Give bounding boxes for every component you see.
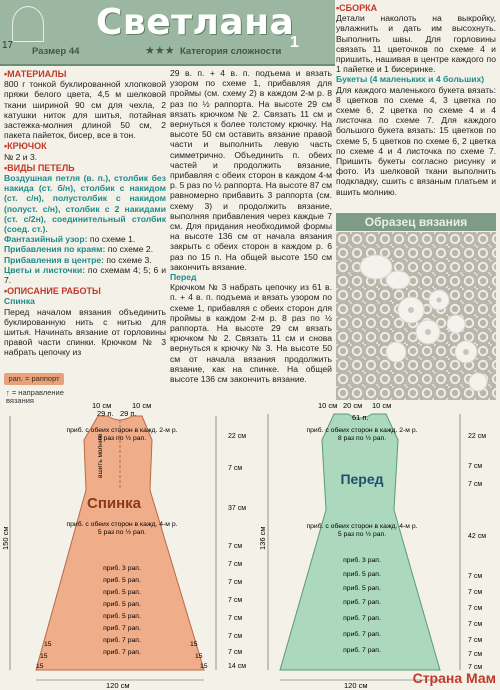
front-bottom-width: 120 см xyxy=(344,681,368,690)
back-row-1: приб. 3 рап. xyxy=(103,565,141,572)
front-label: Перед xyxy=(340,471,384,487)
front-dim-7: 7 см xyxy=(468,605,483,612)
back-close-5: 15 xyxy=(195,653,203,660)
assembly-text: Детали наколоть на выкройку, увлажнить и дать им высохнуть. Выполнить швы. Для горловины связать 11 цветочков по схеме 4 и пришить, нашивая в центре каждого по 1 пайетке и 1 бисеринке. xyxy=(336,13,496,75)
back-row-8: приб. 7 рап. xyxy=(103,649,141,656)
pattern-diagrams xyxy=(0,370,500,690)
text-column-2 xyxy=(170,68,332,384)
front-top-inc-1: приб. с обеих сторон в кажд. 2-м р. xyxy=(306,427,418,434)
front-row-5: приб. 7 рап. xyxy=(343,615,381,622)
back-diagram xyxy=(1,401,246,690)
back-row-4: приб. 5 рап. xyxy=(103,601,141,608)
back-close-4: 15 xyxy=(190,641,198,648)
back-row-2: приб. 5 рап. xyxy=(103,577,141,584)
front-top-width-3: 10 см xyxy=(372,401,392,410)
back-dim-3: 37 см xyxy=(228,505,247,512)
back-top-inc-2: 8 раз по ½ рап. xyxy=(97,435,147,442)
stitches-heading: •ВИДЫ ПЕТЕЛЬ xyxy=(4,162,75,173)
front-row-6: приб. 7 рап. xyxy=(343,631,381,638)
back-label: Спинка xyxy=(86,495,142,512)
page-number: 17 xyxy=(2,40,14,51)
back-dim-9: 7 см xyxy=(228,633,243,640)
back-top-width-2: 10 см xyxy=(132,401,152,410)
back-top-inc-1: приб. с обеих сторон в кажд. 2-м р. xyxy=(66,427,178,434)
back-dim-1: 22 см xyxy=(228,433,247,440)
center-inc-label: Прибавления в центре: xyxy=(4,254,104,265)
back-zipper: вшить молнию xyxy=(97,433,104,478)
front-side-inc-1: приб. с обеих сторон в кажд. 4-м р. xyxy=(306,523,418,530)
back-dim-6: 7 см xyxy=(228,579,243,586)
back-row-7: приб. 7 рап. xyxy=(103,637,141,644)
back-side-inc-2: 5 раз по ½ рап. xyxy=(97,529,147,536)
difficulty-level: 1 xyxy=(290,34,299,51)
front-dim-5: 7 см xyxy=(468,573,483,580)
text-column-3 xyxy=(336,2,496,197)
front-side-inc-2: 5 раз по ½ рап. xyxy=(337,531,387,538)
back-close-2: 15 xyxy=(40,653,48,660)
front-top-inc-2: 8 раз по ½ рап. xyxy=(337,435,387,442)
front-dim-4: 42 см xyxy=(468,533,487,540)
front-row-4: приб. 7 рап. xyxy=(343,599,381,606)
pattern-value: по схеме 1. xyxy=(87,234,136,245)
back-side-inc-1: приб. с обеих сторон в кажд. 4-м р. xyxy=(66,521,178,528)
front-dim-6: 7 см xyxy=(468,589,483,596)
front-row-3: приб. 5 рап. xyxy=(343,585,381,592)
bouquets-text: Для каждого маленького букета вязать: 8 цветков по схеме 4, 3 цветка по схеме 6, 2 цветка по схеме 4 и 4 листочка по схеме 7. Для каждого большого букета вязать: 15 цветков по схеме 5, 5 цветков по схеме 6, 2 цветка по схеме 4 и 4 листочка по схеме 7. Пришить букеты согласно рисунку и фото. Из шелковой ткани выполнить подкладку, сшить с вязаным платьем и вшить молнию. xyxy=(336,84,496,197)
front-top-width-2: 20 см xyxy=(343,401,363,410)
assembly-heading: •СБОРКА xyxy=(336,3,378,13)
edge-inc-label: Прибавления по краям: xyxy=(4,244,106,255)
front-row-2: приб. 5 рап. xyxy=(343,571,381,578)
difficulty-label: Категория сложности xyxy=(180,46,282,57)
page-header xyxy=(0,0,335,66)
back-bottom-width: 120 см xyxy=(106,681,130,690)
pattern-label: Фантазийный узор: xyxy=(4,234,88,245)
hook-heading: •КРЮЧОК xyxy=(4,141,47,152)
front-dim-1: 22 см xyxy=(468,433,487,440)
front-dim-9: 7 см xyxy=(468,637,483,644)
front-dim-8: 7 см xyxy=(468,621,483,628)
back-close-1: 15 xyxy=(44,641,52,648)
front-dim-11: 7 см xyxy=(468,664,483,671)
center-inc-value: по схеме 3. xyxy=(104,254,152,265)
back-row-6: приб. 7 рап. xyxy=(103,625,141,632)
front-total-height: 136 см xyxy=(258,526,267,550)
materials-text: 800 г тонкой буклированной хлопковой пряжи белого цвета, 4,5 м шелковой ткани шириной 90 см для чехла, 2 катушки ниток для шитья, потайная застежка-молния длиной 50 см, 2 пакета пайеток, бисер, все в тон. xyxy=(4,79,166,141)
back-neck-1: 29 п. xyxy=(97,409,114,418)
front-top-width-1: 10 см xyxy=(318,401,338,410)
back-close-6: 15 xyxy=(200,663,208,670)
back-heading: Спинка xyxy=(4,296,35,307)
bouquets-heading: Букеты (4 маленьких и 4 больших) xyxy=(336,74,485,85)
back-dim-2: 7 см xyxy=(228,465,243,472)
flowers-value: по схемам 4; 5; 6 и 7. xyxy=(4,264,166,286)
front-dim-2: 7 см xyxy=(468,463,483,470)
back-dim-4: 7 см xyxy=(228,543,243,550)
stitches-list: Воздушная петля (в. п.), столбик без накида (ст. б/н), столбик с накидом (ст. с/н), полустолбик с накидом (полуст. с/н), столбик с 2 накидами (ст. с/2н), соединительный столбик (соед. ст.). xyxy=(4,173,166,235)
hook-text: № 2 и 3. xyxy=(4,151,38,162)
difficulty-stars: ★★★ xyxy=(145,45,175,57)
back-row-5: приб. 5 рап. xyxy=(103,613,141,620)
front-text: Крючком № 3 набрать цепочку из 61 в. п. + 4 в. п. подъема и вязать узором по схеме 1, прибавляя с обеих сторон для проймы в каждом 2-м р. 8 раз по ½ раппорта. На высоте 29 см вязать крючком № 2. Связать 11 см и снова вернуться к крючку № 3. На высоте 50 см от начала вязания продолжить вязание, как на спинке. На общей высоте 136 см закончить вязание. xyxy=(170,282,332,385)
size-label: Размер 44 xyxy=(32,46,80,57)
back-top-width-1: 10 см xyxy=(92,401,112,410)
back-close-3: 15 xyxy=(36,663,44,670)
front-row-1: приб. 3 рап. xyxy=(343,557,381,564)
front-heading: Перед xyxy=(170,272,197,283)
back-dim-8: 7 см xyxy=(228,615,243,622)
back-dim-11: 14 см xyxy=(228,663,247,670)
page-title: Светлана xyxy=(96,2,295,43)
front-dim-3: 7 см xyxy=(468,481,483,488)
back-total-height: 150 см xyxy=(1,526,10,550)
direction-legend: ↑ = направление вязания xyxy=(6,388,64,405)
front-row-7: приб. 7 рап. xyxy=(343,647,381,654)
back-dim-7: 7 см xyxy=(228,597,243,604)
back-dim-5: 7 см xyxy=(228,561,243,568)
site-watermark: Страна Мам xyxy=(412,670,496,686)
back-text-cont: 29 в. п. + 4 в. п. подъема и вязать узором по схеме 1, прибавляя для проймы (см. схему 2) в каждом 2-м р. 8 раз по ½ раппорта. На высоте 29 см вязать крючком № 2. Связать 11 см и вернуться к более толстому крючку. На высоте 50 см оставить вязание правой части и выполнить левую часть симметрично. Объединить п. обеих частей и продолжить вязание, прибавляя с обеих сторон в каждом 4-м р. 5 раз по ½ раппорта. На высоте 87 см равномерно прибавить 3 раппорта (см. схему 3) и продолжить вязание, выполняя прибавления через каждые 7 см. Для придания необходимой формы на высоте 136 см от начала вязания закрыть с обеих сторон в каждом р. 6 раз по 15 п. На общей высоте 150 см закончить вязание. xyxy=(170,68,332,272)
front-diagram xyxy=(258,401,486,690)
text-column-1 xyxy=(4,68,166,358)
back-neck-2: 29 п. xyxy=(120,409,137,418)
materials-heading: •МАТЕРИАЛЫ xyxy=(4,69,67,79)
flowers-label: Цветы и листочки: xyxy=(4,264,85,275)
front-neck: 61 п. xyxy=(352,413,369,422)
rapport-legend: рап. = раппорт xyxy=(4,373,64,385)
front-dim-10: 7 см xyxy=(468,651,483,658)
back-dim-10: 7 см xyxy=(228,649,243,656)
description-heading: •ОПИСАНИЕ РАБОТЫ xyxy=(4,286,101,297)
ornament-icon xyxy=(12,6,44,42)
edge-inc-value: по схеме 2. xyxy=(105,244,154,255)
swatch-heading: Образец вязания xyxy=(336,213,496,231)
back-text: Перед началом вязания объединить буклированную нить с нитью для шитья. Начинать вязание от горловины правой части спинки. Крючком № 3 набрать цепочку из xyxy=(4,306,166,358)
back-row-3: приб. 5 рап. xyxy=(103,589,141,596)
